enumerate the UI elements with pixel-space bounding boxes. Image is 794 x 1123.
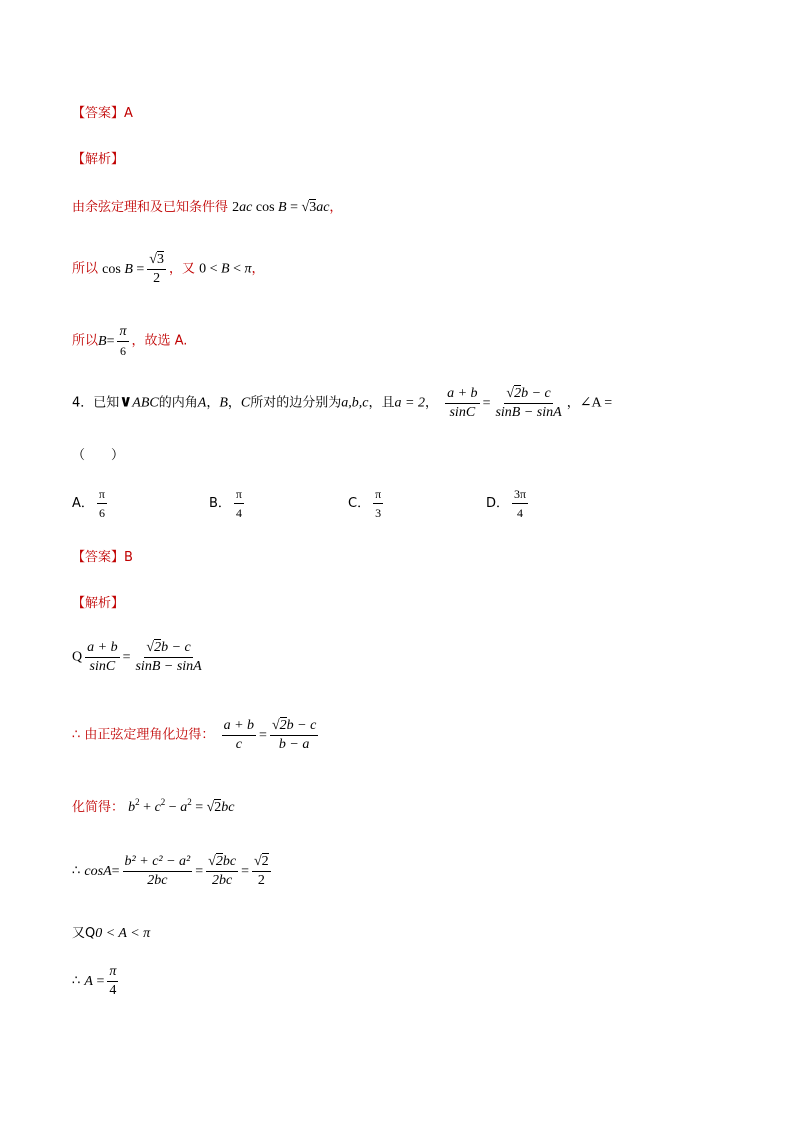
option-a[interactable] (72, 486, 110, 521)
side-names: a,b,c (341, 395, 369, 411)
solution-text: 所以 (72, 261, 99, 277)
question-text: 所对的边分别为 (250, 395, 342, 411)
solution-text: ，故选 A. (131, 333, 188, 349)
math-expression: 0 < A < π (95, 926, 151, 941)
answer-value: A (124, 106, 133, 121)
solution-step-2 (72, 718, 321, 753)
prev-solution-line-2 (72, 252, 265, 287)
since-symbol: Q (72, 649, 83, 665)
therefore-symbol: ∴ (72, 973, 81, 989)
option-b[interactable] (209, 486, 247, 521)
math-expression: 2ac cos B = √3ac (232, 200, 330, 215)
math-expression: B= $\frac{\pi}{6}$ (98, 324, 127, 358)
answer-value: B (124, 550, 133, 565)
punct: ， (206, 395, 220, 411)
q4-analysis-label (72, 592, 124, 611)
answer-label: 【答案】 (72, 106, 125, 121)
therefore-symbol: ∴ (72, 727, 81, 743)
prev-answer-line (72, 102, 133, 121)
prev-solution-line-1 (72, 196, 342, 216)
punct: ， (251, 261, 265, 277)
analysis-label: 【解析】 (72, 596, 125, 611)
option-value: $\frac{\pi}{6}$ (98, 487, 105, 520)
vertex-c: C (240, 395, 251, 411)
option-d[interactable] (486, 486, 531, 521)
option-label: A． (72, 496, 94, 511)
question-text: ，且 (368, 395, 395, 411)
math-expression: 0 < B < π (199, 261, 252, 277)
option-c[interactable] (348, 486, 386, 521)
option-value: $\frac{\pi}{4}$ (235, 487, 242, 520)
solution-text: 所以 (72, 333, 99, 349)
punct: ， (329, 200, 343, 215)
fraction: $\frac{\pi}{6}$ (119, 324, 127, 358)
therefore-symbol: ∴ (72, 863, 81, 879)
answer-parentheses (72, 444, 124, 463)
question-4-stem (72, 386, 612, 421)
punct: ， (424, 395, 438, 411)
math-expression: $\frac{a + b}{\sin C}$ = $\frac{√2b - c}{\sin B - \sin A}$ (87, 640, 202, 674)
vertex-b: B (219, 395, 228, 411)
question-text: 的内角 (158, 395, 198, 411)
angle-a: ∠A = (579, 395, 613, 411)
punct: ， (227, 395, 241, 411)
triangle-symbol: ∨ (119, 393, 133, 411)
solution-text: 由余弦定理和及已知条件得 (72, 200, 229, 215)
question-number: 4．已知 (72, 395, 120, 411)
solution-text: 化简得： (72, 800, 125, 815)
analysis-label: 【解析】 (72, 152, 125, 167)
solution-step-3 (72, 796, 235, 816)
math-expression: $b^2 + c^2 - a^2 = √2bc$ (128, 797, 235, 815)
option-label: D． (486, 496, 510, 511)
solution-step-1 (72, 640, 207, 675)
vertex-a: A (197, 395, 207, 411)
fraction: $\frac{√3}{2}$ (149, 252, 164, 286)
solution-text: 又Q (72, 926, 96, 941)
solution-step-4 (72, 854, 274, 889)
triangle-name: ABC (132, 395, 159, 411)
math-expression: A = $\frac{\pi}{4}$ (84, 964, 117, 998)
option-value: $\frac{3\pi}{4}$ (514, 487, 527, 520)
math-expression: cos B = $\frac{√3}{2}$ (102, 252, 164, 286)
solution-step-6 (72, 964, 121, 999)
side-a-value: a = 2 (394, 395, 425, 411)
q4-answer-line (72, 546, 133, 565)
punct: ， (566, 395, 580, 411)
option-label: B． (209, 496, 231, 511)
answer-label: 【答案】 (72, 550, 125, 565)
solution-step-5 (72, 922, 150, 942)
given-equation: $\frac{a + b}{\sin C}$ = $\frac{√2b - c}{\sin B - \sin A}$ (447, 386, 562, 420)
solution-text: 由正弦定理角化边得： (84, 727, 215, 743)
prev-solution-line-3 (72, 324, 187, 359)
prev-analysis-label (72, 148, 124, 167)
math-expression: cosA= $\frac{\text{b² + c² − a²}}{2bc}$ = $\frac{√2bc}{2bc}$ = $\frac{√2}{2}$ (84, 854, 269, 888)
solution-text: ，又 (168, 261, 195, 277)
math-expression: $\frac{a + b}{c}$ = $\frac{√2b - c}{b - a}$ (223, 718, 317, 752)
paren-blank: （ ） (72, 448, 125, 463)
option-label: C． (348, 496, 371, 511)
option-value: $\frac{\pi}{3}$ (375, 487, 382, 520)
